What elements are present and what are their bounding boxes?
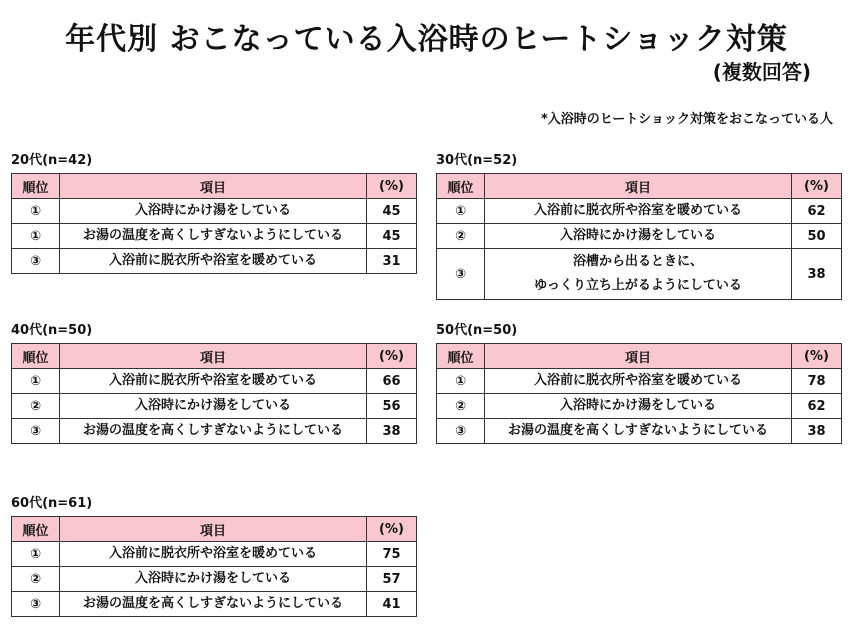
rank-cell: ① [437, 199, 485, 224]
rank-cell: ② [12, 394, 60, 419]
pct-cell: 62 [792, 394, 842, 419]
ranking-table [11, 173, 417, 274]
ranking-table [11, 343, 417, 444]
pct-cell: 75 [367, 542, 417, 567]
item-cell: お湯の温度を高くしすぎないようにしている [60, 592, 367, 617]
table-header-row [437, 344, 842, 369]
rank-cell: ① [12, 369, 60, 394]
rank-cell: ③ [437, 419, 485, 444]
rank-cell: ③ [12, 419, 60, 444]
item-cell: お湯の温度を高くしすぎないようにしている [485, 419, 792, 444]
rank-cell: ① [12, 199, 60, 224]
pct-cell: 78 [792, 369, 842, 394]
group-label: 40代(n=50) [11, 323, 93, 338]
table-header-row [12, 517, 417, 542]
ranking-table [11, 516, 417, 617]
table-header-row [12, 174, 417, 199]
header-item: 項目 [60, 174, 367, 199]
item-cell: お湯の温度を高くしすぎないようにしている [60, 224, 367, 249]
group-60s [11, 495, 417, 617]
table-row [12, 369, 417, 394]
item-cell: お湯の温度を高くしすぎないようにしている [60, 419, 367, 444]
group-50s [436, 322, 842, 444]
item-cell: 入浴時にかけ湯をしている [60, 394, 367, 419]
table-row [437, 419, 842, 444]
rank-cell: ③ [437, 249, 485, 300]
item-cell [485, 249, 792, 300]
group-label: 20代(n=42) [11, 153, 93, 168]
item-line-2: ゆっくり立ち上がるようにしている [534, 278, 742, 293]
table-row [12, 567, 417, 592]
header-pct: (%) [792, 174, 842, 199]
rank-cell: ② [12, 567, 60, 592]
rank-cell: ② [437, 224, 485, 249]
pct-cell: 38 [367, 419, 417, 444]
ranking-table [436, 343, 842, 444]
group-label: 60代(n=61) [11, 496, 93, 511]
pct-cell: 45 [367, 199, 417, 224]
rank-cell: ② [437, 394, 485, 419]
item-cell: 入浴時にかけ湯をしている [485, 224, 792, 249]
table-row [12, 419, 417, 444]
ranking-table [436, 173, 842, 300]
header-item: 項目 [60, 517, 367, 542]
header-item: 項目 [60, 344, 367, 369]
item-cell: 入浴前に脱衣所や浴室を暖めている [60, 542, 367, 567]
header-pct: (%) [367, 174, 417, 199]
page-title: 年代別 おこなっている入浴時のヒートショック対策 [65, 22, 788, 57]
page-subtitle: (複数回答) [712, 60, 811, 84]
group-30s [436, 152, 842, 300]
item-cell: 入浴時にかけ湯をしている [60, 199, 367, 224]
pct-cell: 50 [792, 224, 842, 249]
table-row [12, 199, 417, 224]
item-cell: 入浴時にかけ湯をしている [60, 567, 367, 592]
pct-cell: 38 [792, 419, 842, 444]
group-label: 30代(n=52) [436, 153, 518, 168]
footnote: *入浴時のヒートショック対策をおこなっている人 [540, 112, 833, 127]
rank-cell: ① [437, 369, 485, 394]
header-rank: 順位 [12, 517, 60, 542]
item-cell: 入浴前に脱衣所や浴室を暖めている [485, 199, 792, 224]
item-cell: 入浴時にかけ湯をしている [485, 394, 792, 419]
group-20s [11, 152, 417, 274]
rank-cell: ① [12, 224, 60, 249]
item-cell: 入浴前に脱衣所や浴室を暖めている [60, 369, 367, 394]
pct-cell: 31 [367, 249, 417, 274]
group-40s [11, 322, 417, 444]
group-label: 50代(n=50) [436, 323, 518, 338]
header-item: 項目 [485, 344, 792, 369]
pct-cell: 57 [367, 567, 417, 592]
header-rank: 順位 [12, 174, 60, 199]
table-header-row [12, 344, 417, 369]
table-row [437, 394, 842, 419]
table-row [437, 369, 842, 394]
table-row [437, 199, 842, 224]
item-line-1: 浴槽から出るときに、 [572, 254, 703, 269]
table-header-row [437, 174, 842, 199]
rank-cell: ③ [12, 592, 60, 617]
item-cell: 入浴前に脱衣所や浴室を暖めている [485, 369, 792, 394]
pct-cell: 62 [792, 199, 842, 224]
header-pct: (%) [367, 517, 417, 542]
pct-cell: 56 [367, 394, 417, 419]
rank-cell: ① [12, 542, 60, 567]
header-item: 項目 [485, 174, 792, 199]
header-rank: 順位 [437, 174, 485, 199]
pct-cell: 66 [367, 369, 417, 394]
table-row [12, 394, 417, 419]
item-cell: 入浴前に脱衣所や浴室を暖めている [60, 249, 367, 274]
pct-cell: 41 [367, 592, 417, 617]
pct-cell: 38 [792, 249, 842, 300]
table-row [12, 592, 417, 617]
table-row [12, 249, 417, 274]
pct-cell: 45 [367, 224, 417, 249]
table-row [12, 224, 417, 249]
header-rank: 順位 [12, 344, 60, 369]
header-rank: 順位 [437, 344, 485, 369]
table-row [437, 249, 842, 300]
table-row [12, 542, 417, 567]
table-row [437, 224, 842, 249]
rank-cell: ③ [12, 249, 60, 274]
header-pct: (%) [367, 344, 417, 369]
header-pct: (%) [792, 344, 842, 369]
